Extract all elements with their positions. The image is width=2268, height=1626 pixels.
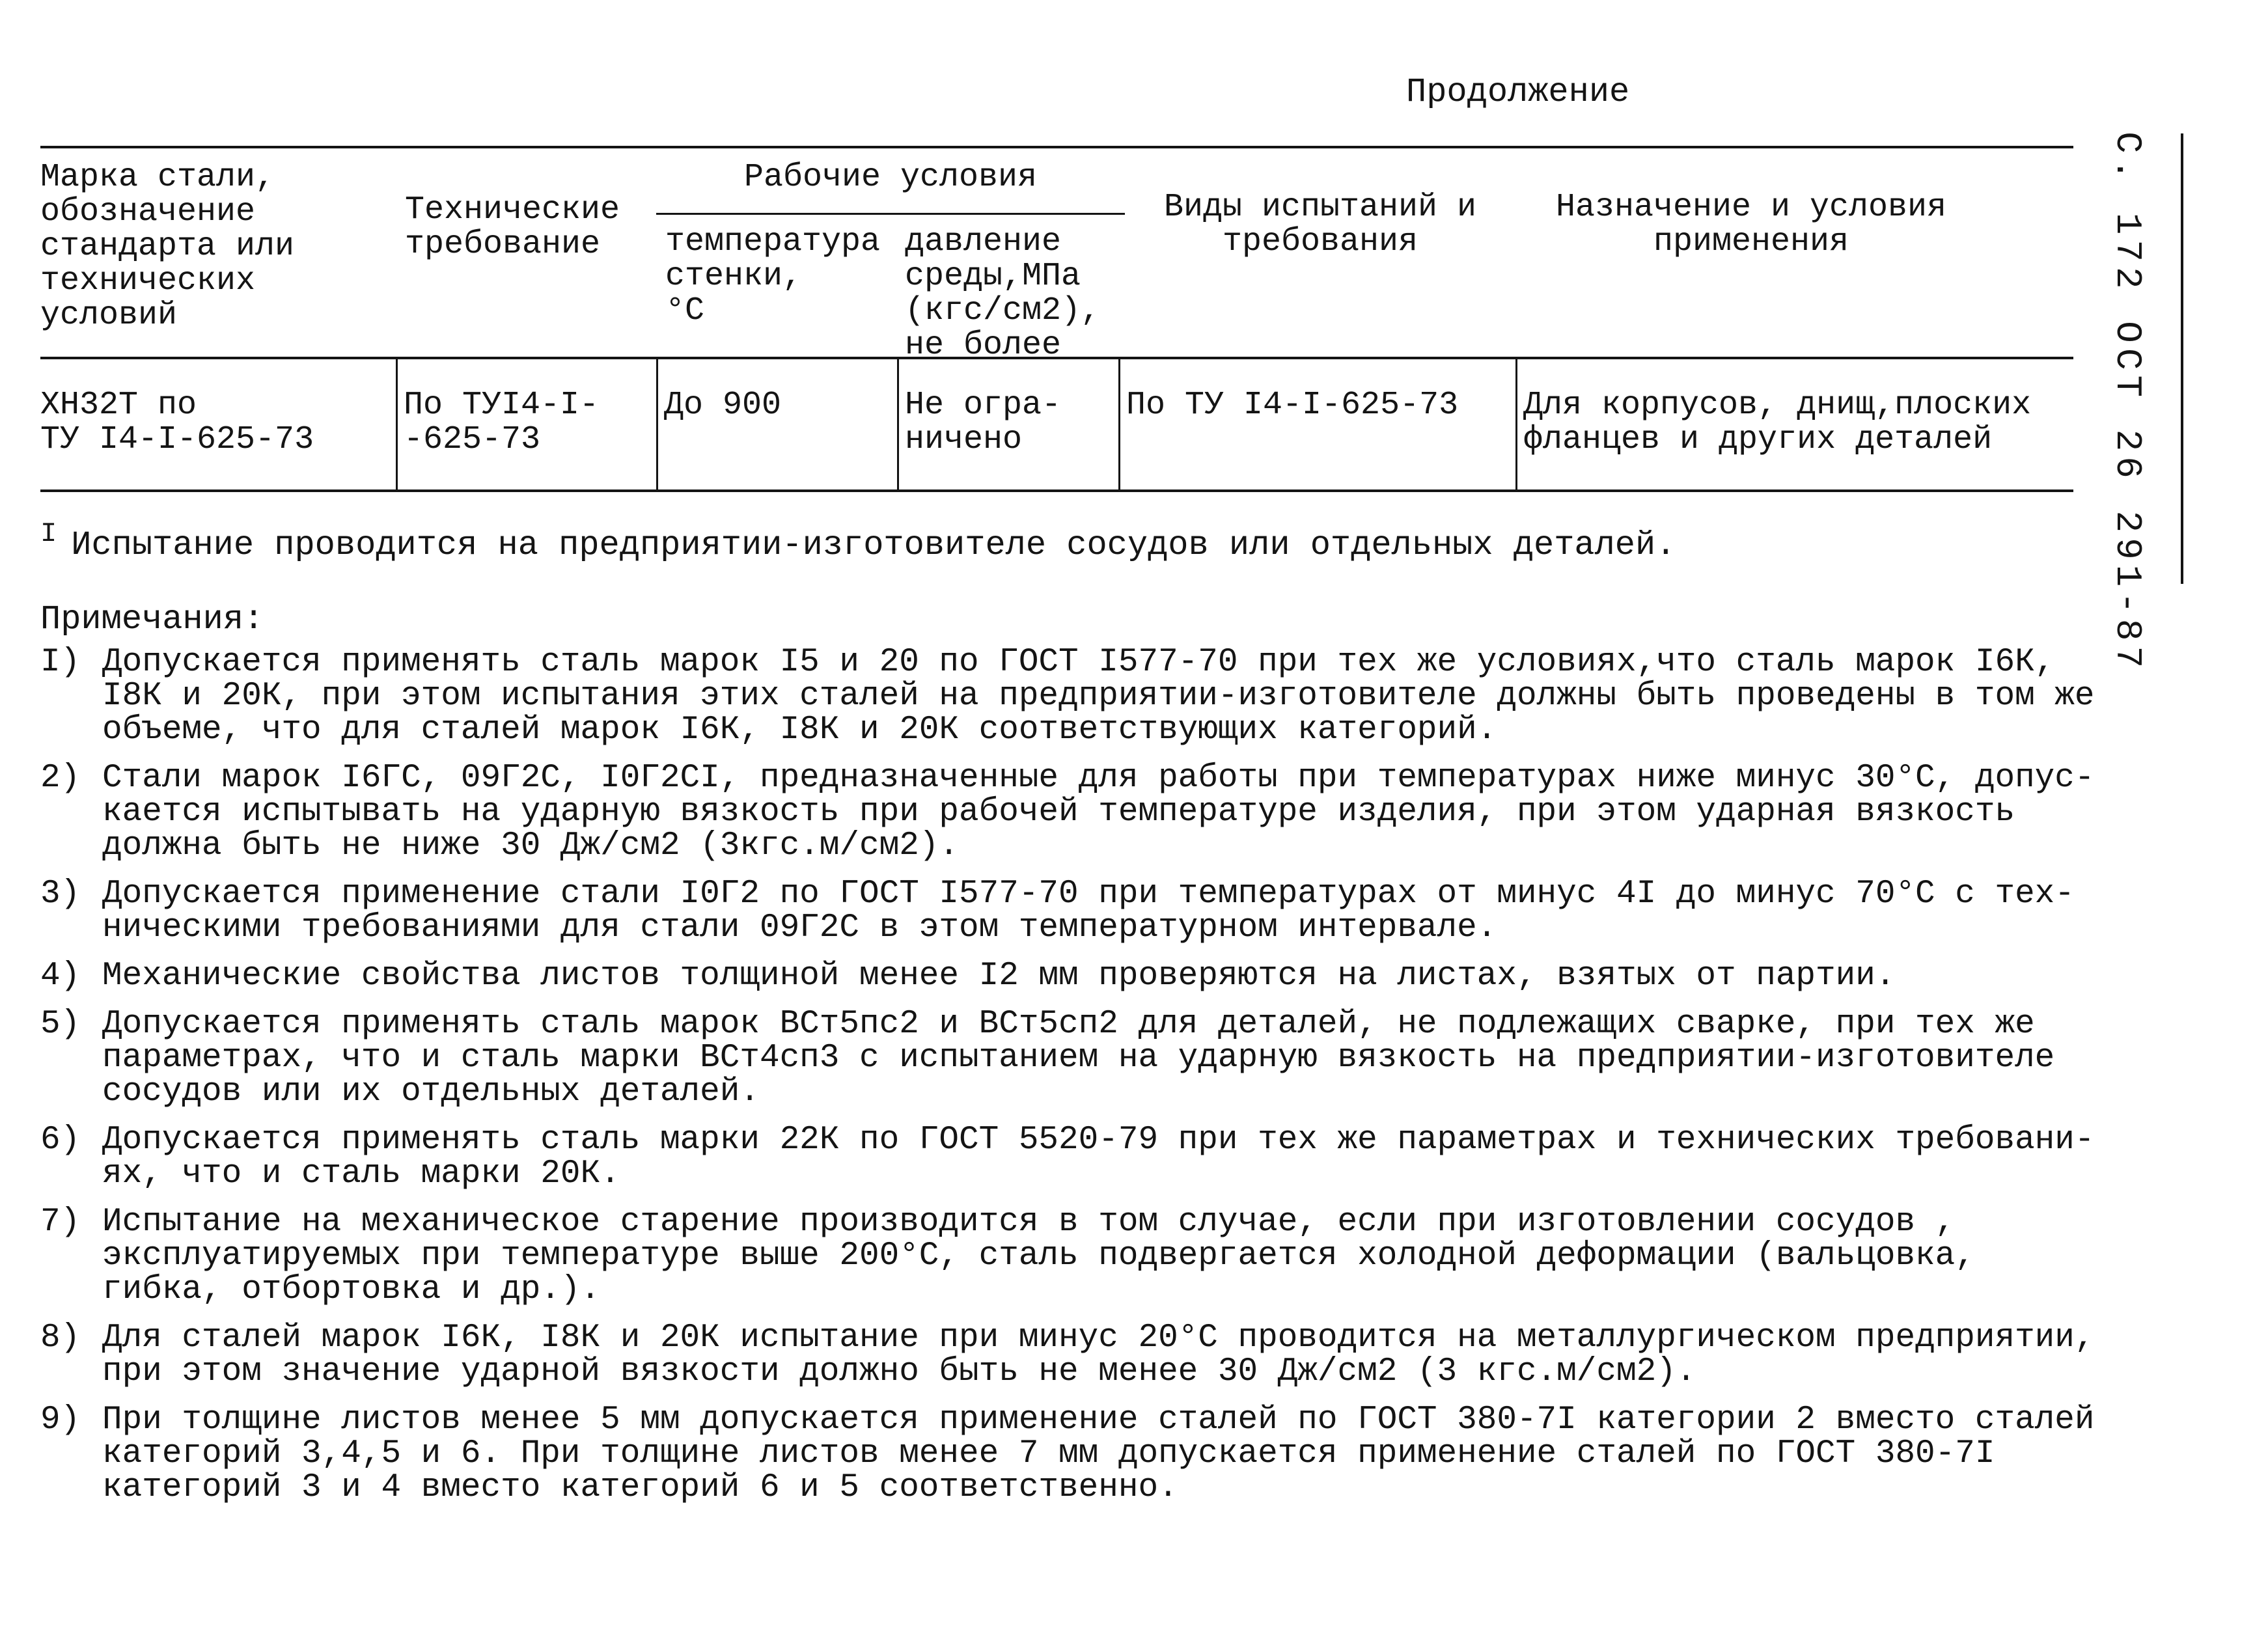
note-text: Допускается применять сталь марок I5 и 20 по ГОСТ I577-70 при тех же условиях,что сталь марок I6К, I8К и 20К, при этом испытания этих сталей на предприятии-изготовителе должны быть проведены в том же объеме, что для сталей марок I6К, I8К и 20К соответствующих категорий.: [102, 644, 2095, 749]
footnote: [40, 518, 1676, 565]
column-divider: [656, 357, 658, 489]
header-technical-requirements: Технические требование: [405, 191, 620, 263]
header-working-conditions: Рабочие условия: [743, 159, 1038, 196]
notes-list: [40, 646, 2117, 1519]
column-divider: [396, 357, 398, 489]
row-tests: По ТУ I4-I-625-73: [1126, 387, 1459, 424]
header-wall-temperature: температура стенки, °С: [665, 223, 881, 329]
note-number: 5): [40, 1006, 81, 1043]
note-item: [40, 762, 2117, 863]
note-item: [40, 1206, 2117, 1307]
column-divider: [897, 357, 899, 489]
row-wall-temperature: До 900: [664, 387, 782, 424]
note-item: [40, 1403, 2117, 1505]
table-top-rule: [40, 146, 2073, 148]
note-number: 8): [40, 1319, 81, 1357]
column-divider: [1515, 357, 1517, 489]
note-item: [40, 646, 2117, 747]
note-text: Для сталей марок I6К, I8К и 20К испытание при минус 20°С проводится на металлургическом предприятии, при этом значение ударной вязкости должно быть не менее 30 Дж/см2 (3 кгс.м/см2).: [102, 1319, 2095, 1390]
note-number: 4): [40, 958, 81, 995]
note-text: Стали марок I6ГС, 09Г2С, I0Г2СI, предназначенные для работы при температурах ниже минус 30°С, допус- кается испытывать на ударную вязкость при рабочей температуре изделия, при этом ударная вязкость должна быть не ниже 30 Дж/см2 (3кгс.м/см2).: [102, 760, 2095, 864]
working-conditions-rule: [656, 213, 1125, 215]
note-text: Испытание на механическое старение производится в том случае, если при изготовлении сосудов , эксплуатируемых при температуре выше 200°С, сталь подвергается холодной деформации (вальцовка, гибка, отбортовка и др.).: [102, 1204, 1975, 1308]
continuation-label: Продолжение: [1406, 73, 1630, 111]
note-item: [40, 1123, 2117, 1191]
note-number: 6): [40, 1122, 81, 1159]
note-text: При толщине листов менее 5 мм допускается применение сталей по ГОСТ 380-7I категории 2 вместо сталей категорий 3,4,5 и 6. При толщине листов менее 7 мм допускается применение сталей по ГОСТ 380-7I категорий 3 и 4 вместо категорий 6 и 5 соответственно.: [102, 1401, 2095, 1506]
header-steel-grade: Марка стали, обозначение стандарта или технических условий: [40, 159, 295, 334]
note-item: [40, 877, 2117, 945]
note-number: 7): [40, 1204, 81, 1241]
note-number: I): [40, 644, 81, 681]
notes-heading: Примечания:: [40, 600, 264, 639]
row-pressure: Не огра- ничено: [905, 387, 1062, 458]
note-number: 9): [40, 1401, 81, 1439]
note-number: 3): [40, 875, 81, 913]
header-tests: Виды испытаний и требования: [1163, 189, 1477, 260]
header-pressure: давление среды,МПа (кгс/см2), не более: [905, 223, 1101, 364]
note-text: Допускается применять сталь марок ВСт5пс2 и ВСт5сп2 для деталей, не подлежащих сварке, при тех же параметрах, что и сталь марки ВСт4сп3 с испытанием на ударную вязкость на предприятии-изготовителе сосудов или их отдельных деталей.: [102, 1006, 2055, 1110]
footnote-text: Испытание проводится на предприятии-изготовителе сосудов или отдельных деталей.: [71, 526, 1676, 564]
column-divider: [1118, 357, 1120, 489]
note-number: 2): [40, 760, 81, 797]
note-text: Допускается применять сталь марки 22К по ГОСТ 5520-79 при тех же параметрах и технических требовани- ях, что и сталь марки 20К.: [102, 1122, 2095, 1192]
row-technical-requirements: По ТУI4-I- -625-73: [404, 387, 600, 458]
side-reference-rule: [2181, 133, 2183, 584]
table-bottom-rule: [40, 489, 2073, 492]
footnote-marker: I: [40, 518, 57, 549]
note-item: [40, 1321, 2117, 1389]
note-text: Механические свойства листов толщиной менее I2 мм проверяются на листах, взятых от партии.: [102, 958, 1896, 995]
header-purpose: Назначение и условия применения: [1555, 189, 1947, 260]
row-purpose: Для корпусов, днищ,плоских фланцев и других деталей: [1523, 387, 2032, 458]
note-item: [40, 1008, 2117, 1109]
side-page-reference: С. 172 ОСТ 26 291-87: [2107, 131, 2148, 674]
row-steel-grade: ХН32Т по ТУ I4-I-625-73: [40, 387, 314, 458]
note-text: Допускается применение стали I0Г2 по ГОСТ I577-70 при температурах от минус 4I до минус 70°С с тех- ническими требованиями для стали 09Г2С в этом температурном интервале.: [102, 875, 2075, 946]
note-item: [40, 959, 2117, 993]
